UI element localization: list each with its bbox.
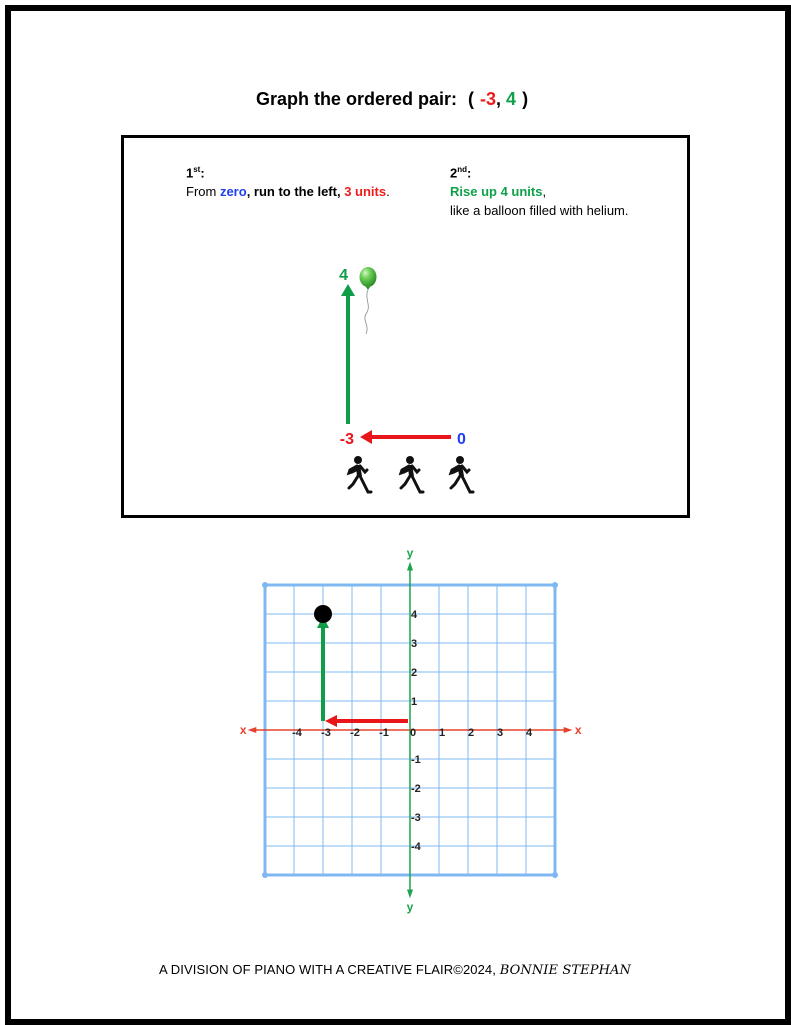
y-tick-label: -4	[411, 841, 421, 853]
title-y-value: 4	[506, 89, 517, 109]
page-title	[0, 89, 790, 110]
step-second-colon: :	[467, 165, 472, 181]
step-first-end: .	[386, 184, 390, 200]
title-prefix: Graph the ordered pair:	[255, 89, 457, 109]
grid-corner-dot	[262, 872, 268, 878]
x-tick-label: -2	[350, 727, 360, 739]
run-arrow-head	[325, 715, 337, 727]
x-axis-label-right: x	[574, 723, 582, 737]
y-axis-label-bottom: y	[406, 900, 414, 915]
y-tick-label: -3	[411, 812, 421, 824]
step-first-colon: :	[200, 165, 205, 181]
x-tick-label: 1	[438, 727, 446, 739]
step-first-sup: st	[193, 165, 201, 174]
x-tick-label: 0	[409, 727, 417, 739]
x-axis-label-left: x	[239, 723, 247, 737]
step-second-comma: ,	[542, 184, 547, 200]
footer-author: BONNIE STEPHAN	[499, 963, 631, 978]
runner-icon	[401, 456, 423, 492]
path-illustration	[124, 138, 687, 515]
title-x-value: -3	[480, 89, 497, 109]
footer-text: A DIVISION OF PIANO WITH A CREATIVE FLAIR©2024,	[159, 962, 496, 977]
runner-icon	[349, 456, 371, 492]
y-tick-label: 1	[411, 696, 418, 708]
title-open-paren: (	[468, 89, 474, 109]
x-tick-label: 3	[496, 727, 504, 739]
step-second-sup: nd	[457, 165, 468, 174]
y-tick-label: -1	[411, 754, 421, 766]
y-tick-label: -2	[411, 783, 421, 795]
grid-corner-dot	[262, 582, 268, 588]
x-axis-arrow-right	[564, 727, 573, 733]
run-arrow	[360, 430, 451, 444]
y-axis-arrow-top	[407, 562, 413, 571]
y-axis-label-top: y	[406, 545, 414, 560]
title-comma: ,	[496, 89, 502, 109]
x-tick-label: 4	[525, 727, 533, 739]
illustration-label-4: 4	[339, 267, 348, 284]
x-axis-arrow-left	[248, 727, 257, 733]
instruction-box	[121, 135, 690, 518]
runner-icon	[451, 456, 473, 492]
y-axis-arrow-bottom	[407, 890, 413, 899]
x-tick-label: -1	[379, 727, 389, 739]
y-tick-label: 3	[411, 638, 418, 650]
x-tick-label: 2	[467, 727, 475, 739]
step-first-zero: zero	[219, 184, 247, 200]
step-second-line2: like a balloon filled with helium.	[450, 203, 629, 219]
grid-corner-dot	[552, 872, 558, 878]
rise-arrow	[341, 284, 355, 424]
balloon-icon	[360, 267, 377, 334]
plotted-point	[314, 605, 332, 623]
plotted-marks	[314, 605, 408, 727]
step-first-from: From	[186, 184, 220, 200]
step-second-rise: Rise up 4 units	[450, 184, 543, 200]
step-second-number: 2	[450, 165, 458, 181]
step-first-units: 3 units	[344, 184, 387, 200]
illustration-label-minus3: -3	[339, 431, 354, 448]
step-first-number: 1	[186, 165, 194, 181]
tick-labels	[240, 546, 582, 914]
coordinate-grid	[232, 545, 582, 915]
x-tick-label: -4	[292, 727, 302, 739]
title-close-paren: )	[522, 89, 529, 109]
grid-corner-dot	[552, 582, 558, 588]
y-tick-label: 2	[411, 667, 418, 679]
y-tick-label: 4	[411, 609, 418, 621]
x-tick-label: -3	[321, 727, 331, 739]
footer	[0, 962, 790, 978]
illustration-label-zero: 0	[457, 431, 466, 448]
step-first-run: , run to the left,	[246, 184, 345, 200]
